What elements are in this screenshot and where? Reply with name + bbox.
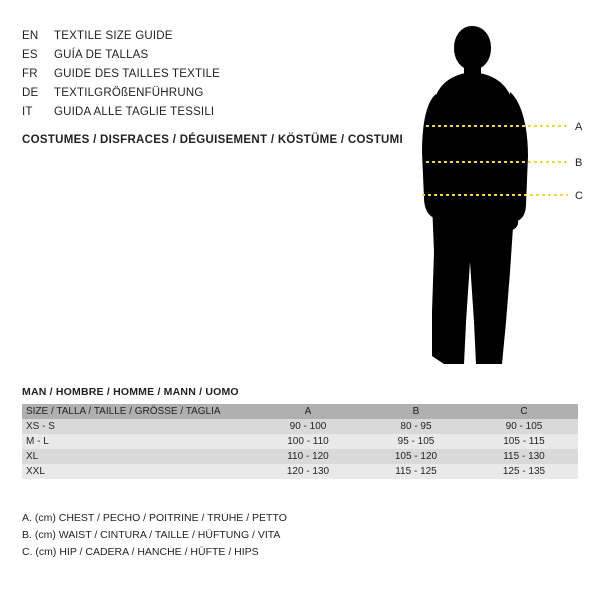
cell-size: XL — [26, 451, 39, 462]
language-list — [22, 30, 382, 125]
language-label: TEXTILGRÖßENFÜHRUNG — [54, 87, 204, 99]
table-header-row — [22, 404, 578, 419]
language-row — [22, 106, 382, 125]
column-header-c: C — [520, 406, 528, 417]
cell-a: 120 - 130 — [286, 466, 330, 477]
cell-c: 105 - 115 — [503, 436, 545, 447]
table-group-title: MAN / HOMBRE / HOMME / MANN / UOMO — [22, 386, 239, 398]
language-code: DE — [22, 87, 39, 99]
cell-a: 90 - 100 — [289, 421, 327, 432]
column-header-b: B — [412, 406, 420, 417]
language-code: EN — [22, 30, 39, 42]
note-b: B. (cm) WAIST / CINTURA / TAILLE / HÜFTUNG / VITA — [22, 529, 281, 541]
cell-size: XXL — [26, 466, 45, 477]
costumes-subtitle: COSTUMES / DISFRACES / DÉGUISEMENT / KÖSTÜME / COSTUMI — [22, 134, 404, 146]
language-row — [22, 68, 382, 87]
measurement-notes — [22, 510, 287, 561]
measure-label-c: C — [575, 190, 583, 202]
cell-c: 125 - 135 — [502, 466, 546, 477]
cell-a: 100 - 110 — [287, 436, 329, 447]
language-row — [22, 30, 382, 49]
size-table — [22, 404, 578, 479]
cell-b: 115 - 125 — [395, 466, 437, 477]
measure-label-a: A — [575, 121, 583, 133]
language-row — [22, 49, 382, 68]
note-c: C. (cm) HIP / CADERA / HANCHE / HÜFTE / HIPS — [22, 546, 259, 558]
table-row — [22, 449, 578, 464]
silhouette-icon — [410, 22, 590, 372]
cell-size: M - L — [26, 436, 49, 447]
language-label: GUIDA ALLE TAGLIE TESSILI — [54, 106, 215, 118]
body-figure — [410, 22, 590, 372]
column-header-size: SIZE / TALLA / TAILLE / GRÖSSE / TAGLIA — [26, 406, 221, 417]
measure-label-b: B — [575, 157, 583, 169]
cell-b: 105 - 120 — [394, 451, 438, 462]
language-row — [22, 87, 382, 106]
table-row — [22, 434, 578, 449]
column-header-a: A — [304, 406, 312, 417]
cell-a: 110 - 120 — [287, 451, 329, 462]
cell-size: XS - S — [26, 421, 55, 432]
language-code: FR — [22, 68, 38, 80]
table-row — [22, 464, 578, 479]
note-a: A. (cm) CHEST / PECHO / POITRINE / TRUHE / PETTO — [22, 512, 287, 524]
table-row — [22, 419, 578, 434]
language-label: GUÍA DE TALLAS — [54, 49, 149, 61]
cell-b: 80 - 95 — [400, 421, 432, 432]
cell-c: 90 - 105 — [505, 421, 543, 432]
cell-c: 115 - 130 — [503, 451, 545, 462]
language-label: GUIDE DES TAILLES TEXTILE — [54, 68, 221, 80]
language-label: TEXTILE SIZE GUIDE — [54, 30, 173, 42]
cell-b: 95 - 105 — [397, 436, 435, 447]
language-code: ES — [22, 49, 38, 61]
language-code: IT — [22, 106, 33, 118]
